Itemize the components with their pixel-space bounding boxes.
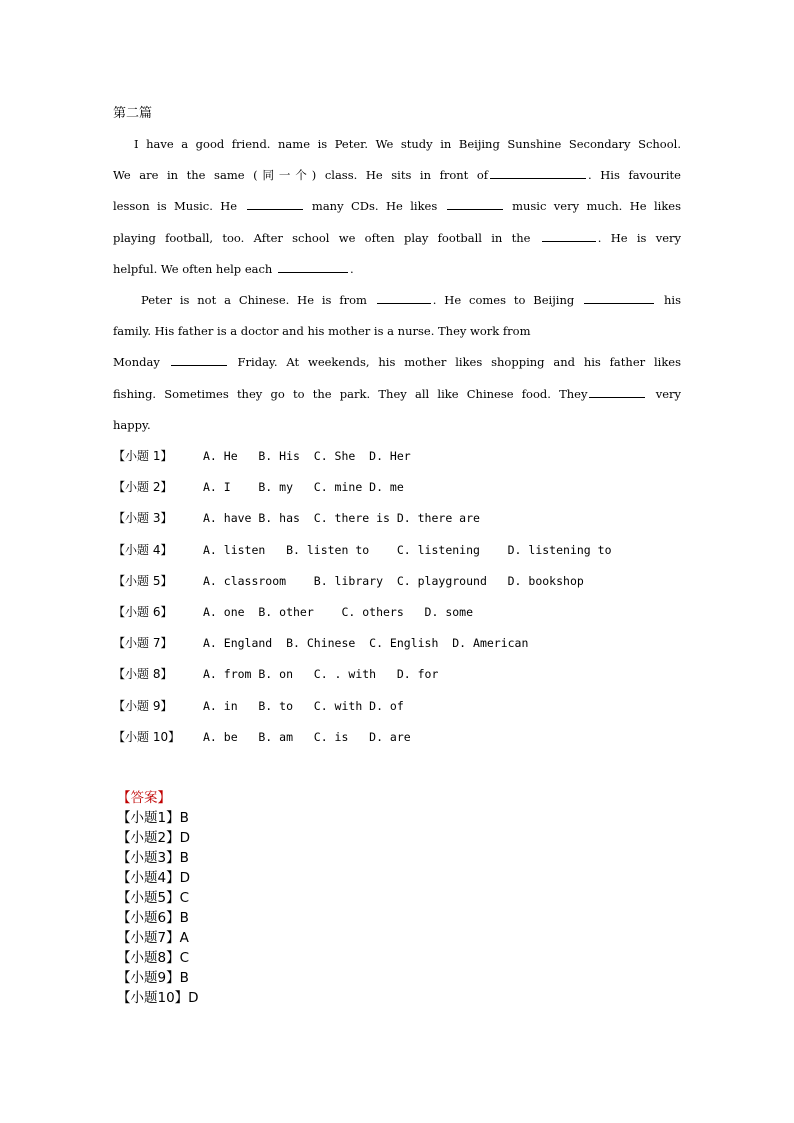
question-options: A. He B. His C. She D. Her — [203, 449, 411, 463]
blank-4[interactable] — [542, 230, 596, 242]
question-options: A. I B. my C. mine D. me — [203, 480, 404, 494]
question-label: 【小题 8】 — [113, 667, 173, 681]
blank-7[interactable] — [584, 292, 654, 304]
answer-item: 【小题8】C — [117, 950, 190, 966]
question-row — [113, 604, 473, 620]
answer-item: 【小题4】D — [117, 870, 190, 886]
question-row — [113, 510, 480, 526]
question-options: A. be B. am C. is D. are — [203, 730, 411, 744]
question-row — [113, 479, 404, 495]
passage-line-9: fishing. Sometimes they go to the park. They all like Chinese food. They very — [113, 387, 681, 401]
passage-line-4: playing football, too. After school we often play football in the . He is very — [113, 231, 681, 245]
blank-9[interactable] — [589, 386, 645, 398]
blank-8[interactable] — [171, 354, 227, 366]
passage-line-5: helpful. We often help each . — [113, 262, 354, 276]
passage-line-6: Peter is not a Chinese. He is from . He comes to Beijing his — [141, 293, 681, 307]
passage-line-1: I have a good friend. name is Peter. We study in Beijing Sunshine Secondary School. — [134, 137, 681, 151]
question-options: A. listen B. listen to C. listening D. listening to — [203, 543, 612, 557]
question-options: A. one B. other C. others D. some — [203, 605, 474, 619]
blank-2[interactable] — [247, 198, 303, 210]
answer-item: 【小题9】B — [117, 970, 189, 986]
answer-item: 【小题2】D — [117, 830, 190, 846]
question-label: 【小题 4】 — [113, 543, 173, 557]
passage-line-2: We are in the same (同一个) class. He sits in front of . His favourite — [113, 168, 681, 182]
blank-5[interactable] — [278, 261, 348, 273]
question-label: 【小题 10】 — [113, 730, 181, 744]
blank-3[interactable] — [447, 198, 503, 210]
answer-item: 【小题7】A — [117, 930, 189, 946]
question-row — [113, 573, 584, 589]
question-row — [113, 448, 411, 464]
question-label: 【小题 2】 — [113, 480, 173, 494]
question-row — [113, 698, 404, 714]
question-options: A. in B. to C. with D. of — [203, 699, 404, 713]
answer-heading: 【答案】 — [117, 790, 171, 806]
passage-line-10: happy. — [113, 418, 151, 432]
question-row — [113, 729, 411, 745]
question-row — [113, 635, 528, 651]
blank-1[interactable] — [490, 167, 586, 179]
question-label: 【小题 7】 — [113, 636, 173, 650]
question-row — [113, 666, 438, 682]
answer-item: 【小题3】B — [117, 850, 189, 866]
answer-block — [117, 788, 199, 1008]
question-options: A. England B. Chinese C. English D. American — [203, 636, 529, 650]
question-row — [113, 542, 612, 558]
passage-line-3: lesson is Music. He many CDs. He likes music very much. He likes — [113, 199, 681, 213]
question-options: A. classroom B. library C. playground D. bookshop — [203, 574, 584, 588]
section-title: 第二篇 — [113, 106, 153, 121]
passage-line-8: Monday Friday. At weekends, his mother likes shopping and his father likes — [113, 355, 682, 369]
question-options: A. from B. on C. . with D. for — [203, 667, 439, 681]
answer-item: 【小题5】C — [117, 890, 190, 906]
answer-item: 【小题1】B — [117, 810, 189, 826]
blank-6[interactable] — [377, 292, 431, 304]
answer-item: 【小题6】B — [117, 910, 189, 926]
question-label: 【小题 3】 — [113, 511, 173, 525]
question-label: 【小题 6】 — [113, 605, 173, 619]
question-options: A. have B. has C. there is D. there are — [203, 511, 480, 525]
question-label: 【小题 5】 — [113, 574, 173, 588]
answer-item: 【小题10】D — [117, 990, 199, 1006]
question-label: 【小题 9】 — [113, 699, 173, 713]
passage-line-7: family. His father is a doctor and his mother is a nurse. They work from — [113, 324, 531, 338]
question-label: 【小题 1】 — [113, 449, 173, 463]
